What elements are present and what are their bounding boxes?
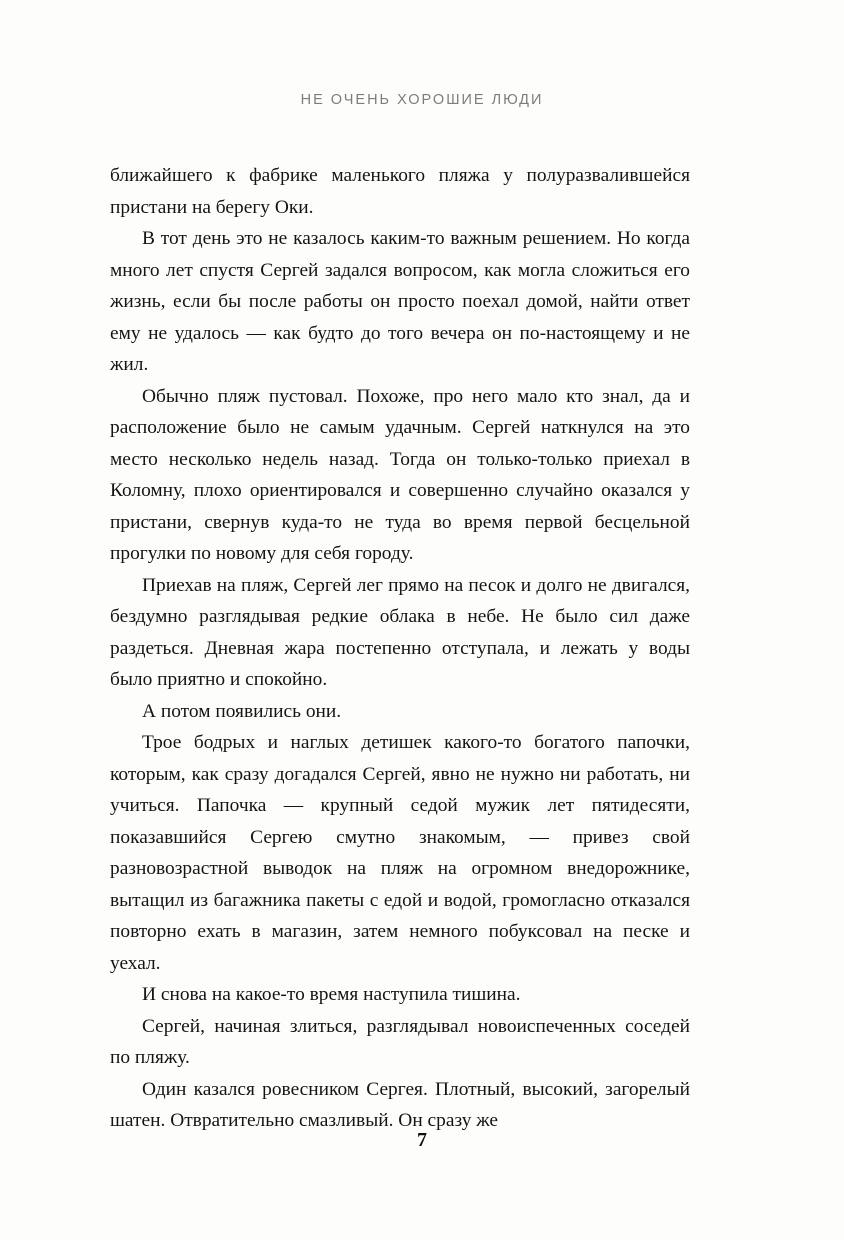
paragraph: ближайшего к фабрике маленького пляжа у полуразвалившейся пристани на берегу Оки. [110,165,690,218]
paragraph: Приехав на пляж, Сергей лег прямо на песок и долго не двигался, бездумно разглядывая редкие облака в небе. Не было сил даже раздеться. Дневная жара постепенно отступала, и лежать у воды было приятно и спокойно. [110,574,690,690]
paragraph: Сергей, начиная злиться, разглядывал новоиспеченных соседей по пляжу. [110,1015,690,1068]
running-head: НЕ ОЧЕНЬ ХОРОШИЕ ЛЮДИ [300,92,544,108]
page-number: 7 [417,1129,427,1151]
paragraph: В тот день это не казалось каким-то важным решением. Но когда много лет спустя Сергей задался вопросом, как могла сложиться его жизнь, если бы после работы он просто поехал домой, найти ответ ему не удалось — как будто до того вечера он по-настоящему и не жил. [110,228,690,375]
paragraph: Обычно пляж пустовал. Похоже, про него мало кто знал, да и расположение было не самым удачным. Сергей наткнулся на это место несколько недель назад. Тогда он только-только приехал в Коломну, плохо ориентировался и совершенно случайно оказался у пристани, свернув куда-то не туда во время первой бесцельной прогулки по новому для себя городу. [110,385,690,564]
paragraph: Трое бодрых и наглых детишек какого-то богатого папочки, которым, как сразу догадался Сергей, явно не нужно ни работать, ни учиться. Папочка — крупный седой мужик лет пятидесяти, показавшийся Сергею смутно знакомым, — привез свой разновозрастной выводок на пляж на огромном внедорожнике, вытащил из багажника пакеты с едой и водой, громогласно отказался повторно ехать в магазин, затем немного побуксовал на песке и уехал. [110,732,690,974]
paragraph: И снова на какое-то время наступила тишина. [142,984,521,1005]
body-text [110,160,690,1137]
paragraph: А потом появились они. [142,700,342,722]
paragraph: Один казался ровесником Сергея. Плотный, высокий, загорелый шатен. Отвратительно смазливый. Он сразу же [110,1078,690,1131]
